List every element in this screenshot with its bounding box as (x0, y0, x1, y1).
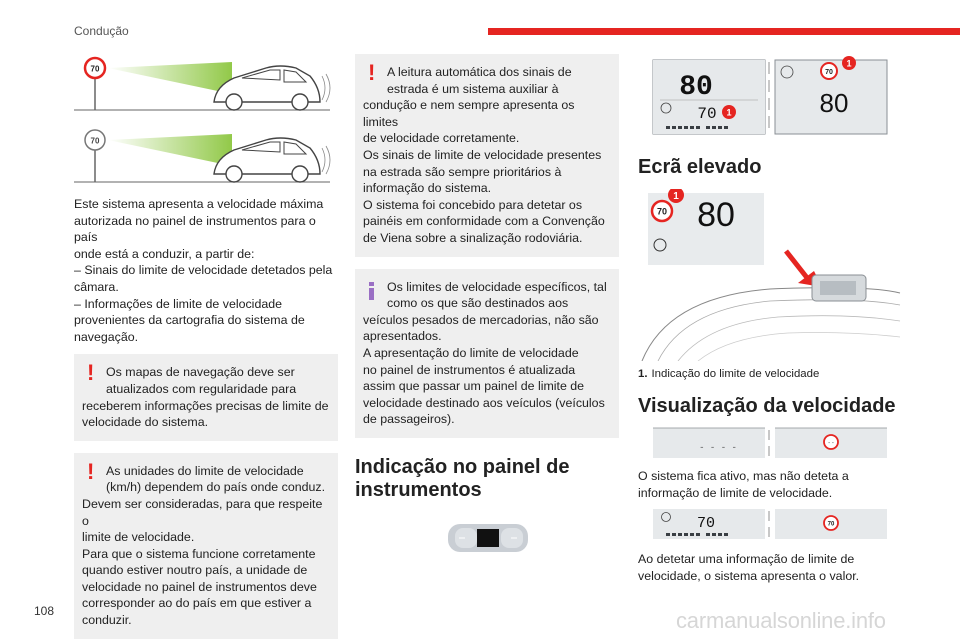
heading-cluster-indication (355, 456, 619, 502)
hud-speed: 80 (697, 196, 735, 234)
text-line: As unidades do limite de velocidade (106, 463, 304, 478)
text-line: como os que são destinados aos (387, 296, 569, 311)
cluster-limit-value: 70 (696, 515, 716, 533)
svg-text:70: 70 (825, 69, 833, 76)
caption-text: Indicação do limite de velocidade (651, 368, 820, 380)
warning-note-reading (355, 54, 619, 257)
digital-speed: 80 (679, 72, 713, 103)
cluster-display-illustration (638, 54, 902, 136)
svg-text:70: 70 (656, 206, 668, 217)
svg-text:- -: - - (828, 440, 834, 447)
warning-icon: ! (87, 360, 95, 386)
text-line: Este sistema apresenta a velocidade máxima (74, 197, 324, 211)
text-line: O sistema fica ativo, mas não deteta a (638, 469, 849, 483)
heading-line: Indicação no painel de (355, 455, 570, 478)
cluster-limit-value: 70 (697, 105, 717, 123)
dashboard-illustration (355, 516, 619, 560)
text-line: no painel de instrumentos é atualizada (363, 362, 576, 377)
text-line: informação de limite de velocidade. (638, 485, 833, 500)
text-line: velocidade no painel de instrumentos deve (82, 579, 317, 594)
heading-speed-display: Visualização da velocidade (638, 395, 896, 417)
warning-note-maps (74, 354, 338, 440)
text-line: velocidade destinado aos veículos (veículos (363, 395, 605, 410)
header-accent-bar (488, 28, 960, 35)
text-line: Ao detetar uma informação de limite de (638, 552, 855, 567)
text-line: navegação. (74, 329, 139, 344)
car-camera-illustration-2 (74, 126, 338, 188)
camera-beam (108, 134, 232, 166)
text-line: de velocidade corretamente. (363, 131, 520, 146)
text-line: A apresentação do limite de velocidade (363, 345, 579, 360)
inactive-text (638, 468, 902, 501)
text-line: limite de velocidade. (82, 530, 195, 545)
text-line: de Viena sobre a sinalização rodoviária. (363, 230, 583, 245)
car-camera-illustration-1 (74, 54, 338, 116)
text-line: Os sinais de limite de velocidade presentes (363, 147, 602, 162)
caption-number: 1. (638, 368, 648, 380)
text-line: na estrada são sempre prioritários à (363, 164, 562, 179)
text-line: A leitura automática dos sinais de (387, 65, 572, 79)
info-icon (369, 282, 374, 300)
warning-icon: ! (87, 458, 95, 484)
text-line: de passageiros). (363, 412, 455, 427)
no-limit-dashes: - - - - (699, 443, 737, 453)
column-3 (638, 54, 902, 584)
text-line: apresentados. (363, 329, 442, 344)
text-line: Os mapas de navegação deve ser (106, 365, 295, 380)
text-line: quando estiver noutro país, a unidade de (82, 563, 308, 578)
camera-beam (108, 62, 232, 94)
text-line: atualizados com regularidade para (106, 381, 297, 396)
display-inactive-illustration (638, 426, 902, 460)
text-line: Os limites de velocidade específicos, tal (387, 279, 607, 294)
current-speed: 80 (819, 88, 849, 118)
text-line: condução e nem sempre apresenta os limites (363, 98, 575, 129)
section-title: Condução (74, 24, 129, 38)
text-line: Devem ser consideradas, para que respeite o (82, 496, 323, 528)
sign-value: 70 (90, 136, 100, 146)
text-line: receberem informações precisas de limite de (82, 398, 329, 413)
watermark: carmanualsonline.info (676, 608, 886, 633)
column-2 (355, 54, 619, 560)
text-line: informação do sistema. (363, 181, 492, 196)
hud-illustration (638, 189, 902, 361)
figure-caption (638, 367, 902, 381)
text-line: velocidade, o sistema apresenta o valor. (638, 568, 860, 583)
intro-paragraph (74, 196, 338, 345)
svg-text:1: 1 (726, 107, 732, 118)
warning-icon: ! (368, 60, 376, 85)
warning-note-units (74, 453, 338, 639)
text-line: (km/h) dependem do país onde conduz. (106, 480, 326, 495)
text-line: velocidade do sistema. (82, 415, 209, 430)
svg-text:1: 1 (673, 191, 679, 202)
text-line: autorizada no painel de instrumentos para o país (74, 213, 316, 245)
text-line: O sistema foi concebido para detetar os (363, 197, 583, 212)
text-line: painéis em conformidade com a Convenção (363, 214, 605, 229)
active-text (638, 551, 902, 584)
text-line: Para que o sistema funcione corretamente (82, 546, 316, 561)
text-line: assim que passar um painel de limite de (363, 379, 585, 394)
text-line: onde está a conduzir, a partir de: (74, 246, 255, 261)
display-active-illustration (638, 507, 902, 541)
heading-line: instrumentos (355, 478, 482, 501)
sign-value: 70 (90, 64, 100, 74)
info-note-limits (355, 269, 619, 438)
text-line: conduzir. (82, 613, 132, 628)
text-line: provenientes da cartografia do sistema de (74, 313, 305, 328)
text-line: câmara. (74, 279, 119, 294)
page-number: 108 (34, 604, 55, 618)
text-line: – Informações de limite de velocidade (74, 296, 283, 311)
column-1 (74, 54, 338, 639)
text-line: veículos pesados de mercadorias, não são (363, 312, 599, 327)
text-line: corresponder ao do país em que estiver a (82, 596, 312, 611)
svg-text:70: 70 (827, 521, 835, 528)
text-line: estrada é um sistema auxiliar à (387, 81, 559, 96)
heading-hud: Ecrã elevado (638, 156, 762, 178)
svg-text:1: 1 (846, 58, 852, 69)
text-line: – Sinais do limite de velocidade detetados pela (74, 263, 333, 278)
